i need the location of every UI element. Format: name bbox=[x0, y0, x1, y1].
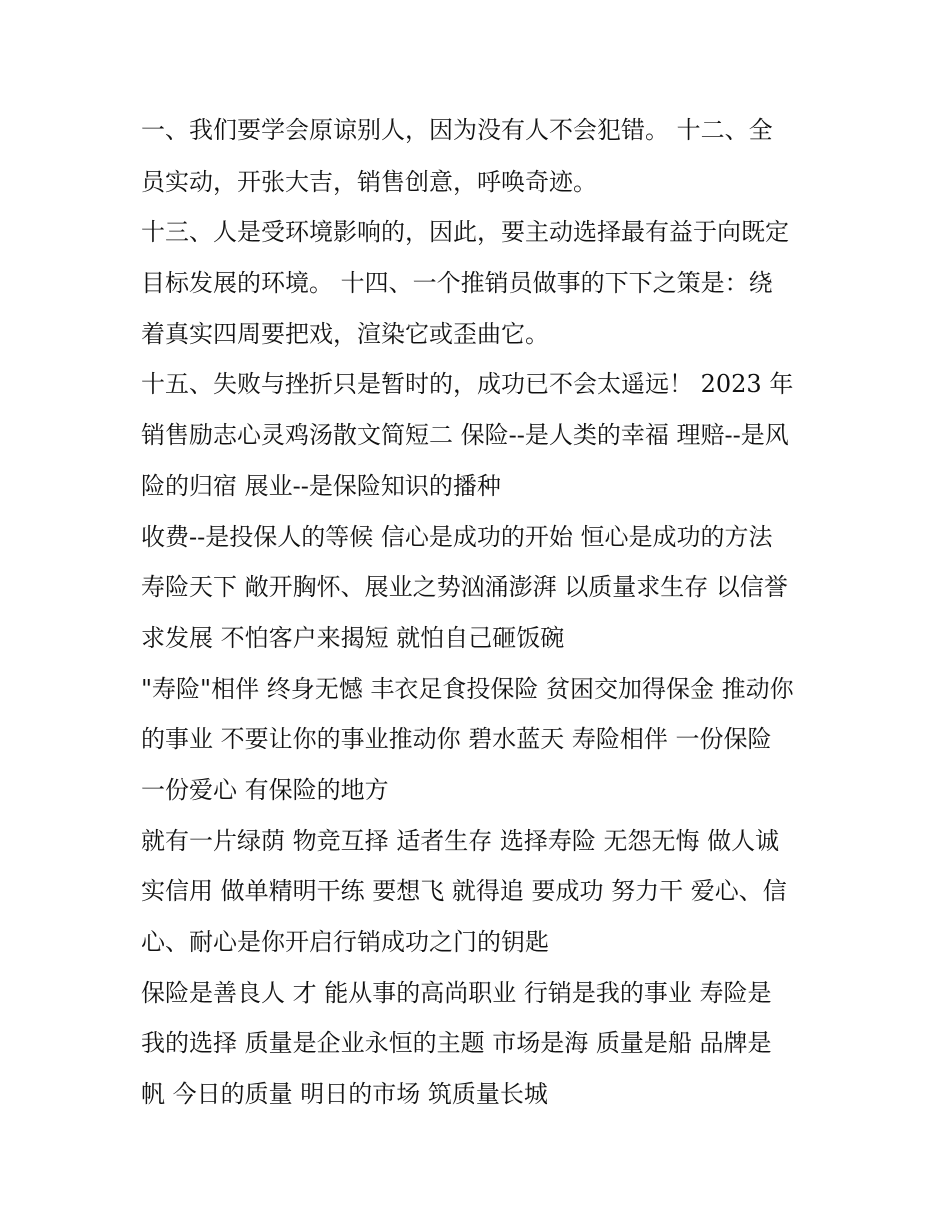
text-line: 的事业 不要让你的事业推动你 碧水蓝天 寿险相伴 一份保险 bbox=[141, 725, 772, 753]
text-line: 寿险天下 敞开胸怀、展业之势汹涌澎湃 以质量求生存 以信誉 bbox=[141, 573, 788, 601]
text-line: 目标发展的环境。 十四、一个推销员做事的下下之策是：绕 bbox=[141, 269, 773, 297]
text-line: 十三、人是受环境影响的，因此，要主动选择最有益于向既定 bbox=[141, 218, 789, 246]
text-line: 收费--是投保人的等候 信心是成功的开始 恒心是成功的方法 bbox=[141, 523, 773, 551]
text-line: 十五、失败与挫折只是暂时的，成功已不会太遥远！ 2023 年 bbox=[141, 370, 794, 398]
text-line: 着真实四周要把戏，渲染它或歪曲它。 bbox=[141, 320, 549, 348]
text-line: 心、耐心是你开启行销成功之门的钥匙 bbox=[141, 928, 549, 956]
text-line: 求发展 不怕客户来揭短 就怕自己砸饭碗 bbox=[141, 624, 565, 652]
text-line: 我的选择 质量是企业永恒的主题 市场是海 质量是船 品牌是 bbox=[141, 1029, 772, 1057]
text-line: 帆 今日的质量 明日的市场 筑质量长城 bbox=[141, 1080, 548, 1108]
text-line: 实信用 做单精明干练 要想飞 就得追 要成功 努力干 爱心、信 bbox=[141, 877, 787, 905]
text-line: 一份爱心 有保险的地方 bbox=[141, 776, 389, 804]
text-line: 员实动，开张大吉，销售创意，呼唤奇迹。 bbox=[141, 168, 597, 196]
text-line: 险的归宿 展业--是保险知识的播种 bbox=[141, 472, 501, 500]
text-line: 保险是善良人 才 能从事的高尚职业 行销是我的事业 寿险是 bbox=[141, 979, 772, 1007]
text-line: 销售励志心灵鸡汤散文简短二 保险--是人类的幸福 理赔--是风 bbox=[141, 421, 789, 449]
text-line: 就有一片绿荫 物竞互择 适者生存 选择寿险 无怨无悔 做人诚 bbox=[141, 827, 780, 855]
text-line: "寿险"相伴 终身无憾 丰衣足食投保险 贫困交加得保金 推动你 bbox=[141, 675, 794, 703]
text-line: 一、我们要学会原谅别人，因为没有人不会犯错。 十二、全 bbox=[141, 116, 773, 144]
